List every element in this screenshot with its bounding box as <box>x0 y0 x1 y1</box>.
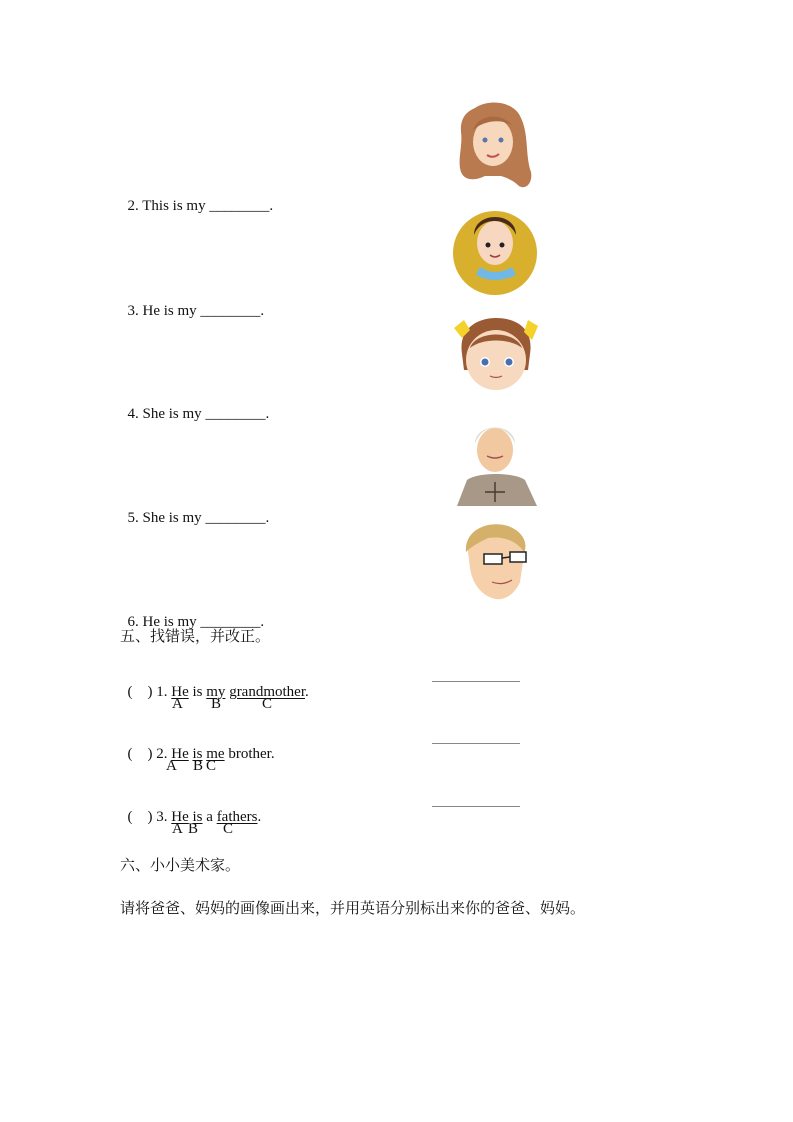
option-c-word: fathers <box>216 809 258 825</box>
answer-paren[interactable]: ( ) <box>127 684 153 700</box>
period: . <box>265 406 270 422</box>
option-c-label: C <box>262 696 273 712</box>
correction-line-3[interactable] <box>432 806 520 807</box>
answer-paren[interactable]: ( ) <box>127 809 153 825</box>
option-c-label: C <box>206 758 217 774</box>
answer-blank[interactable]: ________ <box>205 510 266 526</box>
item-number: 2. <box>156 746 168 762</box>
option-a-label: A <box>166 758 177 774</box>
option-b-word: is <box>192 746 203 762</box>
option-b-label: B <box>211 696 222 712</box>
sentence-word: . <box>305 684 309 700</box>
woman-portrait-icon <box>455 100 533 192</box>
item-text: She is my <box>142 406 202 422</box>
item-text: He is my <box>142 614 197 630</box>
item-text: He is my <box>142 303 197 319</box>
girl-portrait-icon <box>448 314 544 394</box>
answer-blank[interactable]: ________ <box>200 614 261 630</box>
option-b-word: is <box>192 809 203 825</box>
sentence-word: . <box>257 809 262 825</box>
option-b-label: B <box>193 758 204 774</box>
item-number: 4. <box>127 406 139 422</box>
period: . <box>269 198 274 214</box>
period: . <box>260 614 265 630</box>
option-a-word: He <box>171 684 189 700</box>
option-b-word: my <box>206 684 226 700</box>
item-number: 1. <box>156 684 168 700</box>
period: . <box>260 303 265 319</box>
correction-line-2[interactable] <box>432 743 520 744</box>
boy-portrait-icon <box>452 205 538 295</box>
item-number: 3. <box>156 809 168 825</box>
option-c-word: grandmother <box>229 684 306 700</box>
item-number: 3. <box>127 303 139 319</box>
section-6-title: 六、小小美术家。 <box>120 856 241 874</box>
section-5-title: 五、找错误，并改正。 <box>120 627 271 645</box>
option-a-word: He <box>171 809 189 825</box>
answer-paren[interactable]: ( ) <box>127 746 153 762</box>
item-text: She is my <box>142 510 202 526</box>
period: . <box>265 510 270 526</box>
item-number: 5. <box>127 510 139 526</box>
man-with-glasses-portrait-icon <box>462 522 532 602</box>
fill-in-item-3 <box>120 284 264 320</box>
section-6-instruction: 请将爸爸、妈妈的画像画出来，并用英语分别标出来你的爸爸、妈妈。 <box>120 899 586 917</box>
fill-in-item-2 <box>120 179 273 215</box>
grandfather-portrait-icon <box>453 418 539 506</box>
option-c-label: C <box>223 821 234 837</box>
fill-in-item-6 <box>120 595 264 631</box>
sentence-word: is <box>188 684 207 700</box>
option-a-label: A <box>172 821 183 837</box>
item-number: 2. <box>127 198 139 214</box>
item-number: 6. <box>127 614 139 630</box>
answer-blank[interactable]: ________ <box>209 198 270 214</box>
item-text: This is my <box>142 198 206 214</box>
fill-in-item-4 <box>120 387 269 423</box>
option-a-label: A <box>172 696 183 712</box>
option-c-word: me <box>206 746 225 762</box>
option-b-label: B <box>188 821 199 837</box>
sentence-word: brother. <box>224 746 275 762</box>
fill-in-item-5 <box>120 491 269 527</box>
correction-line-1[interactable] <box>432 681 520 682</box>
answer-blank[interactable]: ________ <box>200 303 261 319</box>
answer-blank[interactable]: ________ <box>205 406 266 422</box>
option-a-word: He <box>171 746 189 762</box>
sentence-word: a <box>202 809 217 825</box>
